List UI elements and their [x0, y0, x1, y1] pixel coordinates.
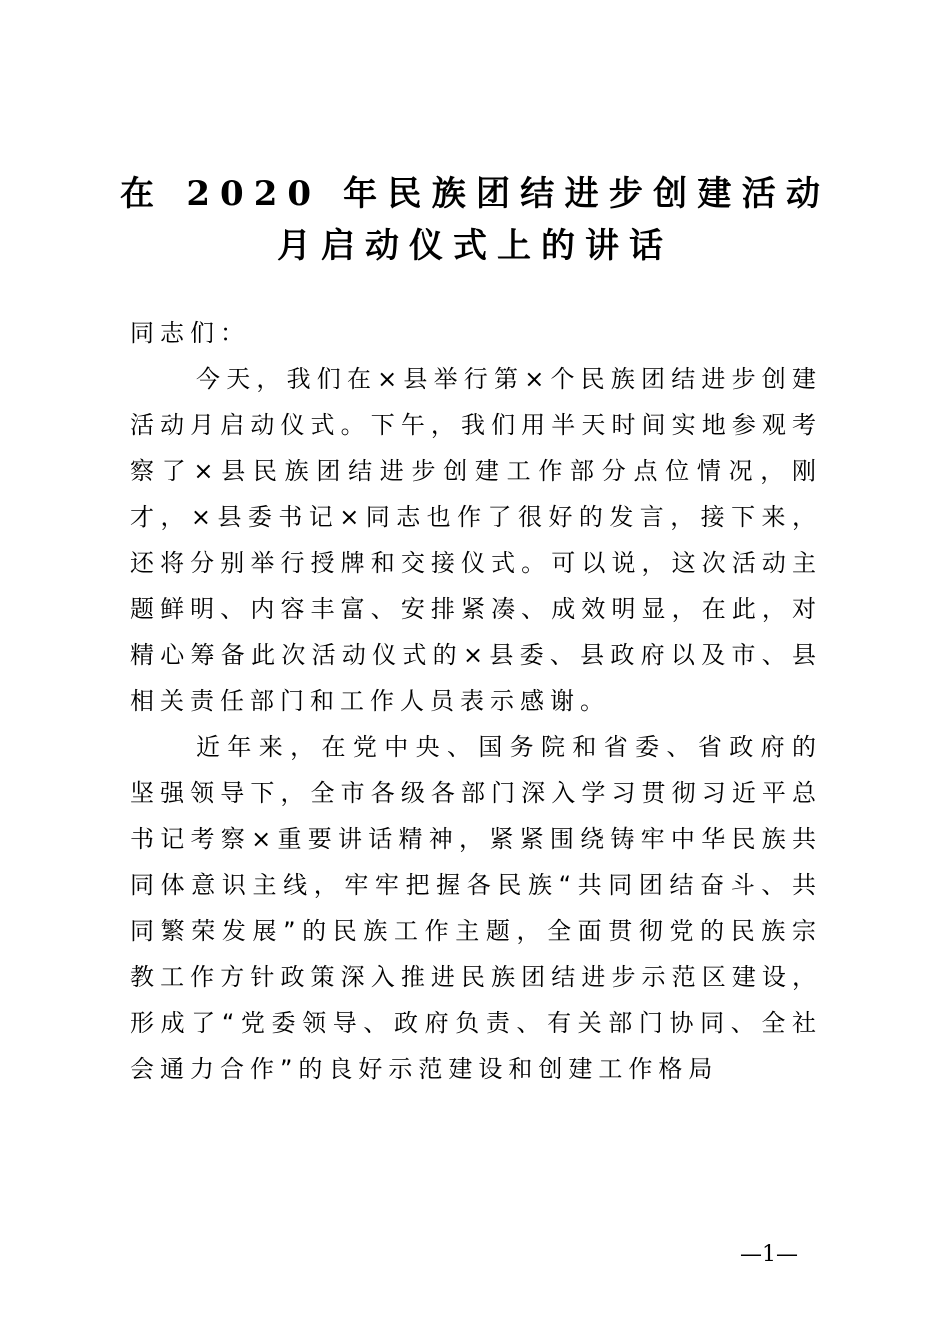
paragraph-2: 近年来，在党中央、国务院和省委、省政府的坚强领导下，全市各级各部门深入学习贯彻习近平总书记考察×重要讲话精神，紧紧围绕铸牢中华民族共同体意识主线，牢牢把握各民族“共同团结奋斗、共同繁荣发展”的民族工作主题，全面贯彻党的民族宗教工作方针政策深入推进民族团结进步示范区建设，形成了“党委领导、政府负责、有关部门协同、全社会通力合作”的良好示范建设和创建工作格局: [130, 733, 822, 1083]
document-body: [130, 310, 822, 1092]
page-number: —1—: [740, 1242, 798, 1267]
title-line-1: 在 2020 年民族团结进步创建活动: [120, 174, 830, 214]
paragraph-1: 今天，我们在×县举行第×个民族团结进步创建活动月启动仪式。下午，我们用半天时间实地参观考察了×县民族团结进步创建工作部分点位情况，刚才，×县委书记×同志也作了很好的发言，接下来，还将分别举行授牌和交接仪式。可以说，这次活动主题鲜明、内容丰富、安排紧凑、成效明显，在此，对精心筹备此次活动仪式的×县委、县政府以及市、县相关责任部门和工作人员表示感谢。: [130, 365, 822, 715]
title-line-2: 月启动仪式上的讲话: [277, 226, 673, 266]
salutation: 同志们：: [130, 319, 250, 347]
document-title: [120, 168, 830, 272]
